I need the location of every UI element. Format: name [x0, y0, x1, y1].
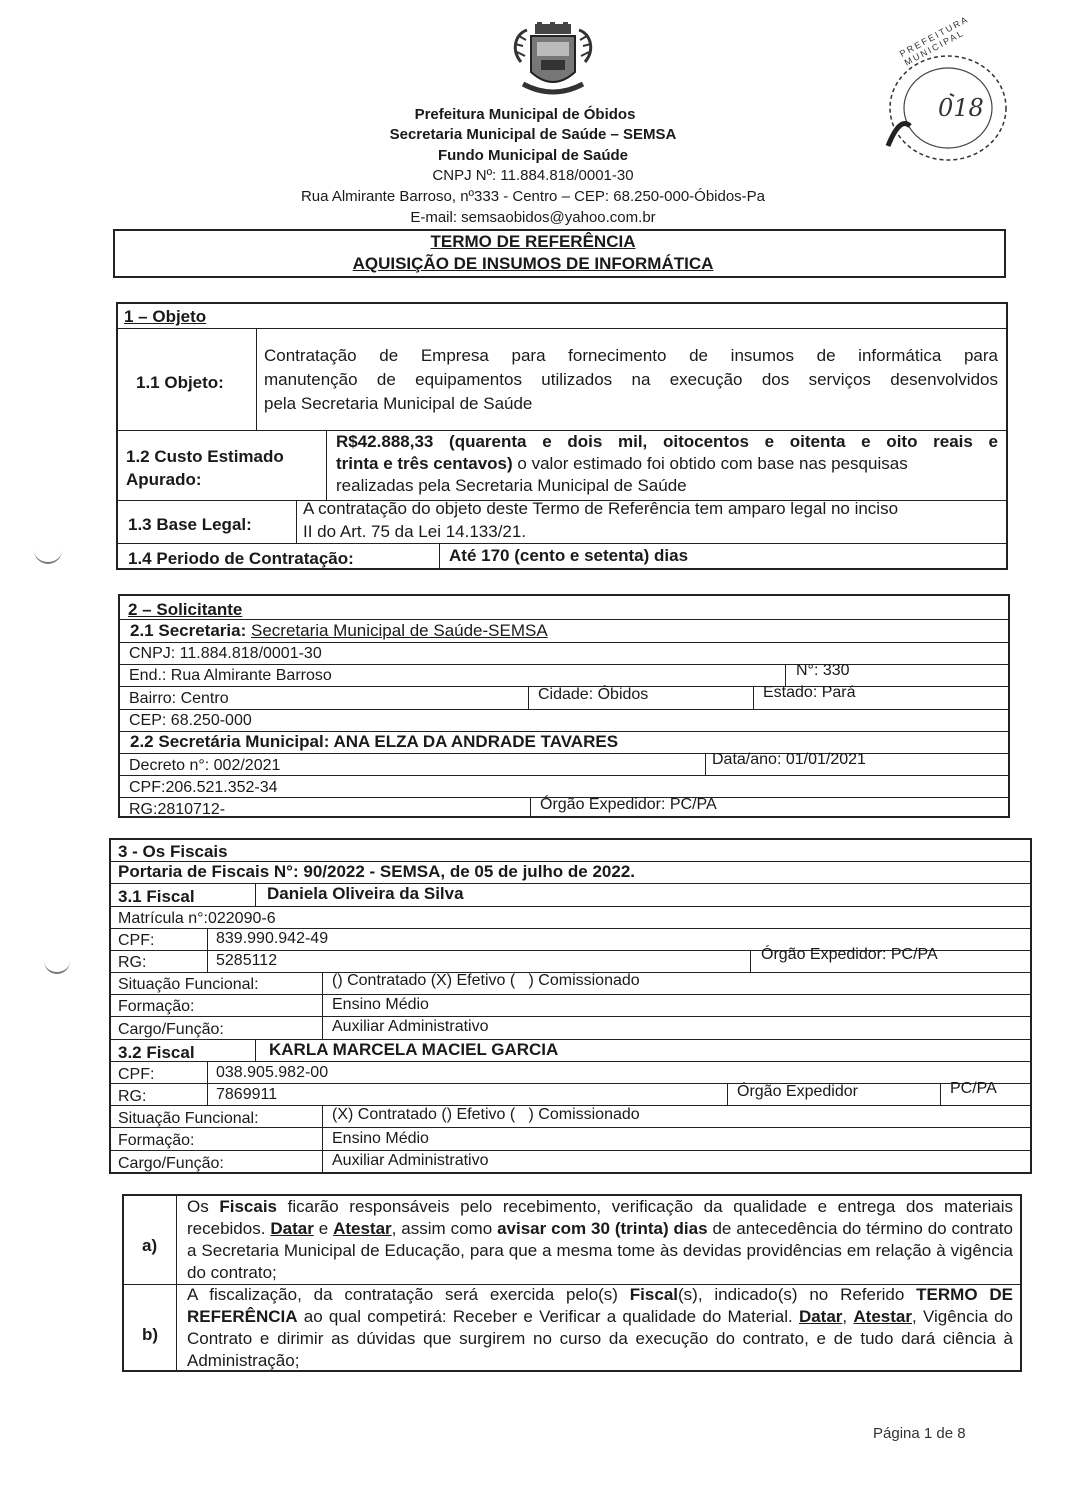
clause-b-t9: , Vigência do Contrato e dirimir as dúvidas que surgirem no curso da execução do contrato, e de tudo dará ciência à Administração; [187, 1307, 1013, 1370]
fiscal1-name: Daniela Oliveira da Silva [267, 884, 464, 903]
header-secretaria: Secretaria Municipal de Saúde – SEMSA [389, 126, 677, 143]
clause-b-t5: ao qual competirá: Receber e Verificar a qualidade do Material. [297, 1307, 799, 1326]
clause-b-t3: (s), indicado(s) no Referido [678, 1285, 917, 1304]
clause-b-text [187, 1284, 1013, 1372]
data-ano: Data/ano: 01/01/2021 [712, 751, 866, 768]
clause-b-t7: , [842, 1307, 854, 1326]
fiscal1-rg: 5285112 [216, 952, 278, 969]
fiscal1-situacao-label: Situação Funcional: [118, 976, 259, 993]
fiscal2-orgao-label: Órgão Expedidor [737, 1083, 858, 1100]
secretaria-rg: RG:2810712- [129, 801, 226, 818]
header-prefeitura: Prefeitura Municipal de Óbidos [414, 106, 636, 123]
secretaria-label: 2.1 Secretaria: [130, 621, 247, 640]
base-legal-line-1: A contratação do objeto deste Termo de Referência tem amparo legal no inciso [303, 499, 899, 518]
municipal-stamp [880, 14, 1015, 166]
stamp-number: 018 [938, 94, 984, 122]
clause-b-termo: TERMO DE REFERÊNCIA [187, 1285, 1013, 1326]
clause-a-t7: , assim como [391, 1219, 498, 1238]
title-termo: TERMO DE REFERÊNCIA [430, 232, 636, 251]
clause-a-t9: de antecedência do término do contrato a Secretaria Municipal de Educação, para que a mesma tome às devidas providências em relação à vigência do contrato; [187, 1219, 1013, 1282]
solicitante-cnpj: CNPJ: 11.884.818/0001-30 [129, 645, 322, 662]
header-cnpj: CNPJ Nº: 11.884.818/0001-30 [432, 167, 634, 184]
clause-a-t3: ficarão responsáveis pelo recebimento, verificação da qualidade e entrega dos materiais recebidos. [187, 1197, 1013, 1238]
title-aquisicao: AQUISIÇÃO DE INSUMOS DE INFORMÁTICA [352, 254, 714, 273]
fiscal2-formacao: Ensino Médio [332, 1130, 429, 1147]
solicitante-numero: N°: 330 [796, 662, 850, 679]
stamp-ring-text: PREFEITURA MUNICIPAL [898, 14, 971, 68]
section3-heading: 3 - Os Fiscais [118, 842, 228, 861]
page-number: Página 1 de 8 [873, 1425, 966, 1442]
clause-a-avisar: avisar com 30 (trinta) dias [497, 1219, 708, 1238]
header-email: E-mail: semsaobidos@yahoo.com.br [410, 209, 656, 226]
custo-rest-2: o valor estimado foi obtido com base nas pesquisas [512, 454, 908, 473]
punch-mark-top [34, 548, 62, 564]
clause-a-atestar: Atestar [333, 1219, 392, 1238]
fiscal1-cargo-label: Cargo/Função: [118, 1021, 224, 1038]
fiscal2-rg: 7869911 [216, 1086, 278, 1103]
fiscal2-situacao-label: Situação Funcional: [118, 1110, 259, 1127]
fiscal2-name: KARLA MARCELA MACIEL GARCIA [269, 1040, 559, 1059]
objeto-line-2: manutenção de equipamentos utilizados na execução dos serviços desenvolvidos [264, 370, 998, 389]
solicitante-estado: Estado: Pará [763, 684, 856, 701]
custo-label-1: 1.2 Custo Estimado [126, 447, 284, 466]
clause-b-label: b) [142, 1325, 159, 1344]
fiscal2-formacao-label: Formação: [118, 1132, 195, 1149]
clause-a-t1: Os [187, 1197, 220, 1216]
fiscal2-label: 3.2 Fiscal [118, 1043, 195, 1062]
fiscal1-formacao: Ensino Médio [332, 996, 429, 1013]
solicitante-cep: CEP: 68.250-000 [129, 712, 252, 729]
fiscal1-situacao: () Contratado (X) Efetivo ( ) Comissionado [332, 972, 640, 989]
secretaria-orgao: Órgão Expedidor: PC/PA [540, 796, 717, 813]
periodo-value: Até 170 (cento e setenta) dias [449, 546, 689, 565]
periodo-label: 1.4 Periodo de Contratação: [128, 549, 354, 568]
fiscal2-cargo: Auxiliar Administrativo [332, 1152, 489, 1169]
portaria: Portaria de Fiscais N°: 90/2022 - SEMSA, de 05 de julho de 2022. [118, 862, 636, 881]
fiscal1-orgao: Órgão Expedidor: PC/PA [761, 946, 938, 963]
custo-bold-2: trinta e três centavos) [336, 454, 513, 473]
fiscal1-matricula: Matrícula n°:022090-6 [118, 910, 276, 927]
secretaria-cpf: CPF:206.521.352-34 [129, 779, 278, 796]
solicitante-bairro: Bairro: Centro [129, 690, 229, 707]
clause-b-datar: Datar [798, 1307, 843, 1326]
clause-b-t1: A fiscalização, da contratação será exercida pelo(s) [187, 1285, 630, 1304]
clause-a-datar: Datar [270, 1219, 314, 1238]
coat-of-arms-emblem [507, 22, 599, 104]
objeto-line-3: pela Secretaria Municipal de Saúde [264, 394, 533, 413]
custo-line-3: realizadas pela Secretaria Municipal de Saúde [336, 476, 687, 495]
fiscal2-rg-label: RG: [118, 1088, 147, 1105]
fiscal1-cargo: Auxiliar Administrativo [332, 1018, 489, 1035]
clause-b-fiscal: Fiscal [629, 1285, 678, 1304]
base-legal-label: 1.3 Base Legal: [128, 515, 252, 534]
solicitante-endereco: End.: Rua Almirante Barroso [129, 667, 332, 684]
custo-label-2: Apurado: [126, 470, 202, 489]
fiscal1-label: 3.1 Fiscal [118, 887, 195, 906]
fiscal2-cargo-label: Cargo/Função: [118, 1155, 224, 1172]
header-address: Rua Almirante Barroso, nº333 - Centro – CEP: 68.250-000-Óbidos-Pa [300, 188, 766, 205]
secretaria-row [130, 620, 548, 641]
fiscal1-cpf-label: CPF: [118, 932, 155, 949]
decreto: Decreto n°: 002/2021 [129, 757, 281, 774]
secretaria-value: Secretaria Municipal de Saúde-SEMSA [250, 621, 548, 640]
secretaria-municipal: 2.2 Secretária Municipal: ANA ELZA DA ANDRADE TAVARES [130, 732, 619, 751]
clause-a-fiscais: Fiscais [219, 1197, 278, 1216]
custo-line-1: R$42.888,33 (quarenta e dois mil, oitocentos e oitenta e oito reais e [336, 432, 998, 451]
clause-a-label: a) [142, 1236, 158, 1255]
section1-heading: 1 – Objeto [124, 307, 207, 326]
objeto-line-1: Contratação de Empresa para fornecimento de insumos de informática para [264, 346, 998, 365]
fiscal1-cpf: 839.990.942-49 [216, 930, 329, 947]
fiscal2-situacao: (X) Contratado () Efetivo ( ) Comissionado [332, 1106, 640, 1123]
clause-a-t5: e [313, 1219, 334, 1238]
fiscal2-cpf: 038.905.982-00 [216, 1064, 329, 1081]
objeto-label: 1.1 Objeto: [136, 373, 224, 392]
section2-heading: 2 – Solicitante [128, 600, 243, 619]
fiscal2-orgao: PC/PA [950, 1080, 997, 1097]
fiscal1-rg-label: RG: [118, 954, 147, 971]
header-fundo: Fundo Municipal de Saúde [437, 147, 628, 164]
fiscal2-cpf-label: CPF: [118, 1066, 155, 1083]
base-legal-line-2: II do Art. 75 da Lei 14.133/21. [303, 522, 527, 541]
fiscal1-formacao-label: Formação: [118, 998, 195, 1015]
solicitante-cidade: Cidade: Óbidos [538, 686, 649, 703]
punch-mark-bottom [44, 960, 70, 974]
clause-b-atestar: Atestar [853, 1307, 912, 1326]
clause-a-text [187, 1196, 1013, 1284]
custo-line-2 [336, 453, 908, 474]
